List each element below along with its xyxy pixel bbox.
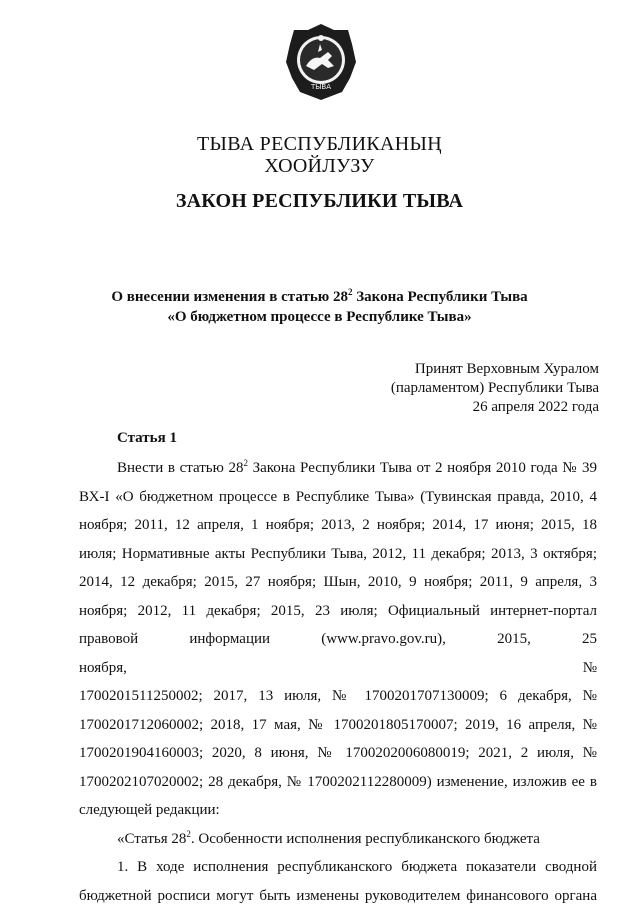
body-line-4: июля; Нормативные акты Республики Тыва, 2012, 11 декабря; 2013, 3 октября; <box>79 540 597 569</box>
body-line-3: ноября; 2011, 12 апреля, 1 ноября; 2013, 2 ноября; 2014, 17 июня; 2015, 18 <box>79 511 597 540</box>
article-heading: Статья 1 <box>117 430 177 447</box>
quote-text-b: . Особенности исполнения республиканского бюджета <box>191 831 540 847</box>
document-title-line1 <box>0 287 639 307</box>
quote-sup: 2 <box>186 829 191 839</box>
document-title <box>0 287 639 327</box>
title-text-a: О внесении изменения в статью 28 <box>111 289 348 305</box>
tyva-emblem <box>284 22 358 102</box>
body-line-8: 1700201511250002; 2017, 13 июля, № 1700201707130009; 6 декабря, № <box>79 682 597 711</box>
tyva-header-line1: ТЫВА РЕСПУБЛИКАНЫҢ <box>0 133 639 155</box>
body-line-1 <box>79 454 597 483</box>
body-line-10: 1700201904160003; 2020, 8 июня, № 1700202006080019; 2021, 2 июля, № <box>79 739 597 768</box>
adoption-date: 26 апреля 2022 года <box>391 398 599 417</box>
document-title-line2: «О бюджетном процессе в Республике Тыва» <box>0 307 639 327</box>
body-line-12: следующей редакции: <box>79 796 597 825</box>
para1-line1: 1. В ходе исполнения республиканского бюджета показатели сводной <box>79 853 597 882</box>
svg-text:ТЫВА: ТЫВА <box>310 83 331 91</box>
law-heading: ЗАКОН РЕСПУБЛИКИ ТЫВА <box>0 190 639 213</box>
body-line-11: 1700202107020002; 28 декабря, № 1700202112280009) изменение, изложив ее в <box>79 768 597 797</box>
quote-heading <box>79 825 597 854</box>
body-line-1-b: Закона Республики Тыва от 2 ноября 2010 года № 39 <box>248 460 597 476</box>
body-line-5: 2014, 12 декабря; 2015, 27 ноября; Шын, 2010, 9 ноября; 2011, 9 апреля, 3 <box>79 568 597 597</box>
tyva-header <box>0 133 639 177</box>
quote-text-a: «Статья 28 <box>117 831 186 847</box>
body-line-7: правовой информации (www.pravo.gov.ru), 2015, 25 ноября, № <box>79 625 597 682</box>
adoption-line1: Принят Верховным Хуралом <box>391 360 599 379</box>
tyva-header-line2: ХООЙЛУЗУ <box>0 155 639 177</box>
adoption-line2: (парламентом) Республики Тыва <box>391 379 599 398</box>
title-text-b: Закона Республики Тыва <box>352 289 527 305</box>
body-line-2: ВХ-I «О бюджетном процессе в Республике Тыва» (Тувинская правда, 2010, 4 <box>79 483 597 512</box>
body-line-9: 1700201712060002; 2018, 17 мая, № 1700201805170007; 2019, 16 апреля, № <box>79 711 597 740</box>
para1-line2: бюджетной росписи могут быть изменены руководителем финансового органа <box>79 882 597 910</box>
title-superscript: 2 <box>348 287 353 297</box>
emblem-icon <box>284 22 358 102</box>
body-line-6: ноября; 2012, 11 декабря; 2015, 23 июля; Официальный интернет-портал <box>79 597 597 626</box>
article-body <box>79 454 597 910</box>
body-line-1-sup: 2 <box>243 458 248 468</box>
adoption-block <box>391 360 599 417</box>
body-line-1-a: Внести в статью 28 <box>117 460 243 476</box>
